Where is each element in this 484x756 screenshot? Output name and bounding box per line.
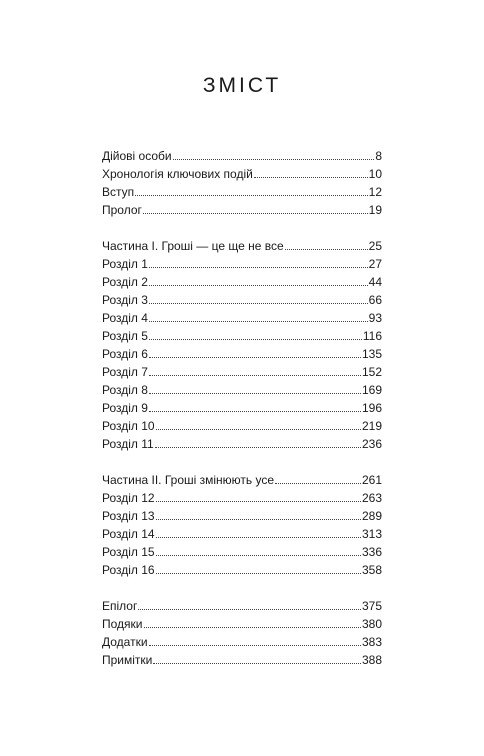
toc-entry-page-number: 27	[368, 257, 382, 271]
toc-entry[interactable]	[102, 613, 382, 631]
toc-entry-label: Хронологія ключових подій	[102, 167, 253, 181]
toc-entry-page-number: 25	[368, 239, 382, 253]
toc-entry[interactable]	[102, 541, 382, 559]
toc-entry-page-number: 313	[361, 527, 382, 541]
toc-entry[interactable]	[102, 235, 382, 253]
dot-leader	[285, 249, 368, 250]
dot-leader	[149, 411, 361, 412]
toc-entry-page-number: 289	[361, 509, 382, 523]
toc-entry-label: Розділ 2	[102, 275, 148, 289]
toc-entry[interactable]	[102, 631, 382, 649]
dot-leader	[143, 213, 368, 214]
toc-entry-label: Частина I. Гроші — це ще не все	[102, 239, 284, 253]
dot-leader	[144, 627, 361, 628]
toc-entry-label: Розділ 16	[102, 563, 155, 577]
dot-leader	[149, 285, 368, 286]
toc-entry-page-number: 380	[361, 617, 382, 631]
toc-entry-page-number: 196	[361, 401, 382, 415]
toc-entry-label: Розділ 3	[102, 293, 148, 307]
toc-entry-label: Розділ 8	[102, 383, 148, 397]
page-title: ЗМІСТ	[202, 74, 282, 97]
toc-entry-page-number: 135	[361, 347, 382, 361]
dot-leader	[149, 393, 361, 394]
toc-entry-label: Подяки	[102, 617, 143, 631]
toc-entry-page-number: 169	[361, 383, 382, 397]
dot-leader	[153, 663, 361, 664]
toc-entry-page-number: 261	[361, 473, 382, 487]
toc-entry-page-number: 388	[361, 653, 382, 667]
toc-entry[interactable]	[102, 487, 382, 505]
toc-entry-label: Розділ 13	[102, 509, 155, 523]
dot-leader	[275, 483, 361, 484]
toc-entry[interactable]	[102, 505, 382, 523]
toc-entry-page-number: 19	[368, 203, 382, 217]
toc-entry-label: Розділ 10	[102, 419, 155, 433]
toc-entry-page-number: 219	[361, 419, 382, 433]
toc-entry-label: Епілог	[102, 599, 138, 613]
toc-entry-page-number: 44	[368, 275, 382, 289]
toc-entry[interactable]	[102, 433, 382, 451]
toc-entry-label: Пролог	[102, 203, 142, 217]
toc-entry-label: Розділ 6	[102, 347, 148, 361]
toc-entry-page-number: 383	[361, 635, 382, 649]
dot-leader	[155, 447, 361, 448]
dot-leader	[156, 429, 361, 430]
dot-leader	[156, 519, 361, 520]
toc-entry-label: Розділ 14	[102, 527, 155, 541]
dot-leader	[156, 573, 361, 574]
toc-entry[interactable]	[102, 289, 382, 307]
toc-entry-label: Примітки	[102, 653, 153, 667]
toc-entry[interactable]	[102, 361, 382, 379]
toc-entry[interactable]	[102, 523, 382, 541]
dot-leader	[173, 159, 375, 160]
toc-entry-page-number: 116	[362, 329, 382, 343]
toc-entry[interactable]	[102, 325, 382, 343]
toc-entry[interactable]	[102, 307, 382, 325]
toc-entry[interactable]	[102, 469, 382, 487]
dot-leader	[156, 555, 361, 556]
toc-entry[interactable]	[102, 397, 382, 415]
dot-leader	[149, 357, 361, 358]
toc-entry-page-number: 93	[368, 311, 382, 325]
toc-entry-page-number: 66	[368, 293, 382, 307]
toc-entry[interactable]	[102, 145, 382, 163]
toc-entry-page-number: 12	[368, 185, 382, 199]
toc-entry[interactable]	[102, 595, 382, 613]
dot-leader	[156, 537, 361, 538]
toc-entry-page-number: 336	[361, 545, 382, 559]
toc-entry[interactable]	[102, 343, 382, 361]
toc-entry[interactable]	[102, 199, 382, 217]
dot-leader	[149, 339, 362, 340]
toc-entry-label: Розділ 11	[102, 437, 154, 451]
dot-leader	[149, 645, 361, 646]
toc-entry-label: Розділ 5	[102, 329, 148, 343]
toc-entry-page-number: 236	[361, 437, 382, 451]
toc-entry[interactable]	[102, 379, 382, 397]
toc-entry[interactable]	[102, 559, 382, 577]
toc-entry[interactable]	[102, 649, 382, 667]
toc-entry-label: Розділ 15	[102, 545, 155, 559]
toc-entry-label: Розділ 12	[102, 491, 155, 505]
dot-leader	[149, 303, 368, 304]
dot-leader	[149, 375, 361, 376]
toc-entry-label: Розділ 1	[102, 257, 148, 271]
toc-entry[interactable]	[102, 253, 382, 271]
toc-entry-page-number: 358	[361, 563, 382, 577]
dot-leader	[149, 321, 368, 322]
dot-leader	[254, 177, 368, 178]
toc-entry-label: Розділ 9	[102, 401, 148, 415]
toc-entry-page-number: 152	[361, 365, 382, 379]
toc-entry-label: Дійові особи	[102, 149, 172, 163]
toc-entry[interactable]	[102, 271, 382, 289]
toc-entry-page-number: 10	[368, 167, 382, 181]
toc-entry-label: Розділ 4	[102, 311, 148, 325]
toc-entry-page-number: 8	[375, 149, 382, 163]
toc-entry-label: Частина II. Гроші змінюють усе	[102, 473, 275, 487]
toc-entry-label: Вступ	[102, 185, 135, 199]
toc-entry[interactable]	[102, 415, 382, 433]
toc-entry-label: Розділ 7	[102, 365, 148, 379]
dot-leader	[156, 501, 361, 502]
toc-entry-page-number: 375	[361, 599, 382, 613]
toc-entry-page-number: 263	[361, 491, 382, 505]
toc-entry[interactable]	[102, 163, 382, 181]
dot-leader	[138, 609, 361, 610]
toc-entry[interactable]	[102, 181, 382, 199]
dot-leader	[135, 195, 368, 196]
toc-entry-label: Додатки	[102, 635, 148, 649]
dot-leader	[149, 267, 368, 268]
